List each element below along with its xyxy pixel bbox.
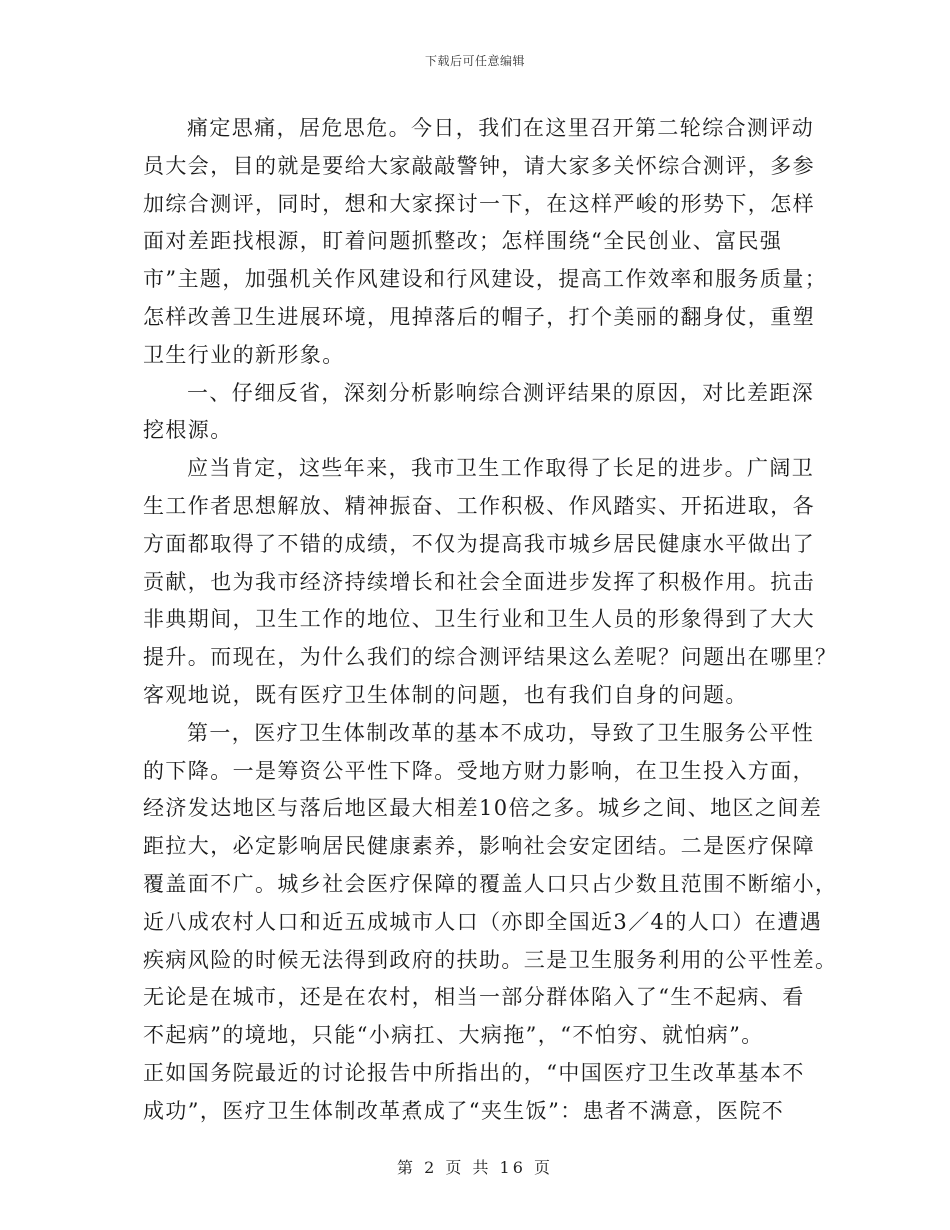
text-line: 方面都取得了不错的成绩，不仅为提高我市城乡居民健康水平做出了 bbox=[143, 531, 815, 556]
text-line: 距拉大，必定影响居民健康素养，影响社会安定团结。二是医疗保障 bbox=[143, 834, 815, 859]
text-line: 成功”，医疗卫生体制改革煮成了“夹生饭”：患者不满意，医院不 bbox=[143, 1098, 785, 1123]
text-line: 正如国务院最近的讨论报告中所指出的，“中国医疗卫生改革基本不 bbox=[143, 1060, 805, 1085]
text-line: 无论是在城市，还是在农村，相当一部分群体陷入了“生不起病、看 bbox=[143, 985, 805, 1010]
text-line: 市”主题，加强机关作风建设和行风建设，提高工作效率和服务质量； bbox=[143, 267, 828, 292]
text-line: 痛定思痛，居危思危。今日，我们在这里召开第二轮综合测评动 bbox=[187, 116, 815, 140]
text-line: 不起病”的境地，只能“小病扛、大病拖”，“不怕穷、就怕病”。 bbox=[143, 1023, 764, 1048]
text-line: 贡献，也为我市经济持续增长和社会全面进步发挥了积极作用。抗击 bbox=[143, 569, 815, 594]
text-line: 一、仔细反省，深刻分析影响综合测评结果的原因，对比差距深 bbox=[187, 380, 815, 405]
text-line: 员大会，目的就是要给大家敲敲警钟，请大家多关怀综合测评，多参 bbox=[143, 153, 815, 178]
text-line: 怎样改善卫生进展环境，甩掉落后的帽子，打个美丽的翻身仗，重塑 bbox=[143, 304, 815, 329]
page-footer: 第 2 页 共 16 页 bbox=[397, 1158, 553, 1177]
text-line: 卫生行业的新形象。 bbox=[143, 342, 345, 367]
text-line: 生工作者思想解放、精神振奋、工作积极、作风踏实、开拓进取，各 bbox=[143, 493, 815, 518]
page-header: 下载后可任意编辑 bbox=[424, 54, 525, 68]
text-line: 挖根源。 bbox=[143, 418, 233, 443]
text-line: 加综合测评，同时，想和大家探讨一下，在这样严峻的形势下，怎样 bbox=[143, 191, 815, 216]
text-line: 近八成农村人口和近五成城市人口（亦即全国近3／4的人口）在遭遇 bbox=[143, 909, 823, 934]
text-line: 经济发达地区与落后地区最大相差10倍之多。城乡之间、地区之间差 bbox=[143, 796, 823, 821]
text-line: 应当肯定，这些年来，我市卫生工作取得了长足的进步。广阔卫 bbox=[187, 456, 815, 481]
text-line: 疾病风险的时候无法得到政府的扶助。三是卫生服务利用的公平性差。 bbox=[143, 947, 838, 972]
text-line: 的下降。一是筹资公平性下降。受地方财力影响，在卫生投入方面， bbox=[143, 758, 815, 783]
text-line: 第一，医疗卫生体制改革的基本不成功，导致了卫生服务公平性 bbox=[187, 720, 815, 745]
text-line: 非典期间，卫生工作的地位、卫生行业和卫生人员的形象得到了大大 bbox=[143, 607, 815, 632]
text-line: 覆盖面不广。城乡社会医疗保障的覆盖人口只占少数且范围不断缩小， bbox=[143, 871, 838, 896]
text-line: 提升。而现在，为什么我们的综合测评结果这么差呢？问题出在哪里？ bbox=[143, 645, 838, 670]
text-line: 面对差距找根源，盯着问题抓整改；怎样围绕“全民创业、富民强 bbox=[143, 229, 783, 254]
text-line: 客观地说，既有医疗卫生体制的问题，也有我们自身的问题。 bbox=[143, 682, 748, 707]
document-body bbox=[143, 110, 838, 1131]
